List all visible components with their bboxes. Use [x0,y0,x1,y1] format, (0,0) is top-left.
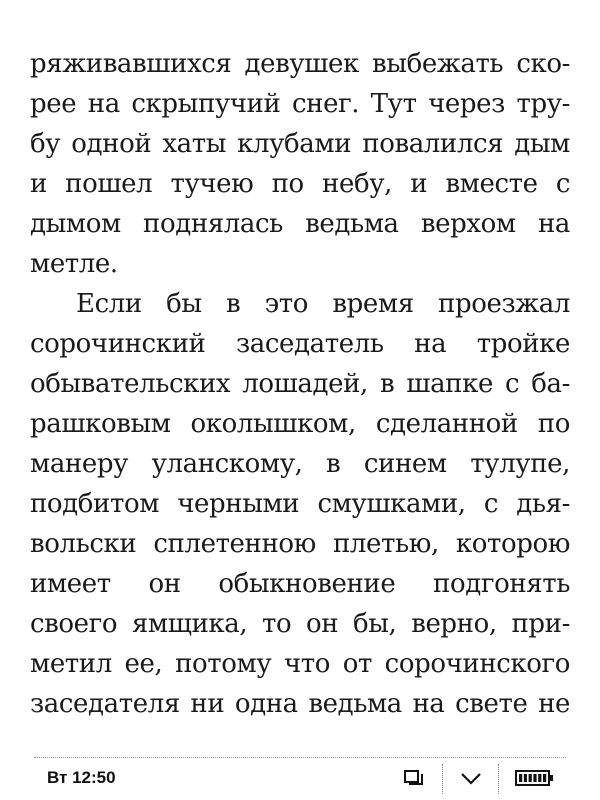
text-line: обывательских лошадей, в шапке с ба- [30,369,570,399]
battery-cell [529,774,532,782]
text-line: подбитом черными смушками, с дья- [30,489,570,519]
battery-icon[interactable] [515,769,555,792]
text-line: манеру уланскому, в синем тулупе, [30,449,570,479]
text-line: вольски сплетенною плетью, которою [30,529,570,559]
status-divider [498,764,499,794]
text-line: и пошел тучею по небу, и вместе с [30,169,570,199]
text-line: метил ее, потому что от сорочинского [30,649,570,679]
text-line: ряживавшихся девушек выбежать ско- [30,49,570,79]
text-line: Если бы в это время проезжал [76,289,570,319]
status-bar [0,758,600,800]
clock: Вт 12:50 [47,768,116,787]
text-line: своего ямщика, то он бы, верно, при- [30,609,570,639]
text-line: дымом поднялась ведьма верхом на [30,209,570,239]
tasks-icon[interactable] [403,767,425,794]
battery-cell [519,774,522,782]
text-line: заседателя ни одна ведьма на свете не [30,689,570,719]
text-line: рее на скрыпучий снег. Тут через тру- [30,89,570,119]
book-page-text [30,44,570,724]
text-line: бу одной хаты клубами повалился дым [30,129,570,159]
battery-cell [538,774,541,782]
battery-cell [533,774,536,782]
status-divider [442,764,443,794]
text-line: имеет он обыкновение подгонять [30,569,570,599]
battery-cell [524,774,527,782]
text-line: метле. [30,249,118,279]
text-line: сорочинский заседатель на тройке [30,329,570,359]
battery-cell [543,774,546,782]
text-line: рашковым околышком, сделанной по [30,409,570,439]
chevron-down-icon[interactable] [459,767,483,794]
